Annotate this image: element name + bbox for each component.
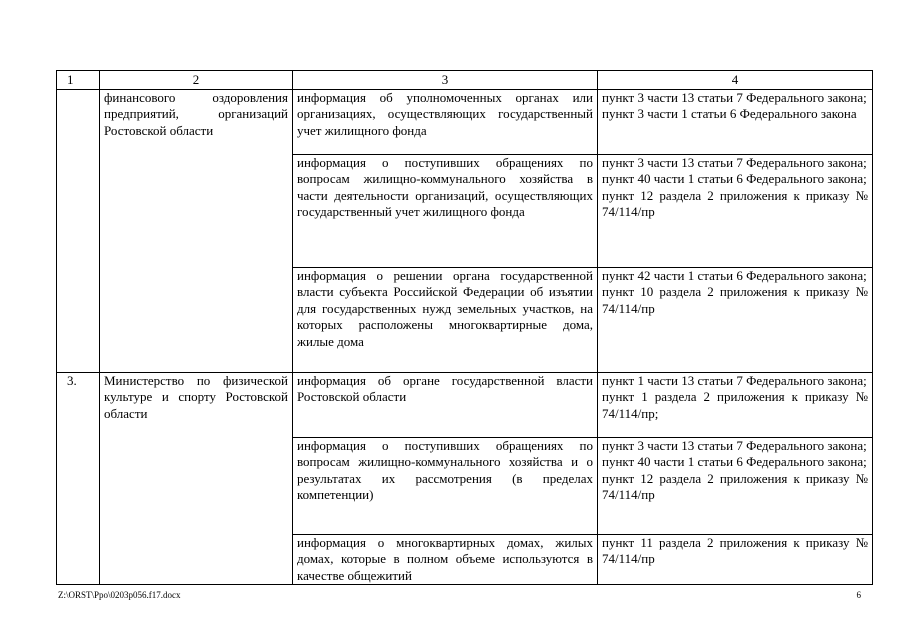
page-number: 6 [856,590,861,600]
data-table [56,70,873,585]
info-cell: информация о решении органа государственной власти субъекта Российской Федерации об изъятии для государственных нужд земельных участков, на которых расположены многоквартирные дома, жилые дома [293,268,598,373]
table-header-row [57,71,873,90]
info-cell: информация об уполномоченных органах или организациях, осуществляющих государственный учет жилищного фонда [293,90,598,155]
basis-item: пункт 3 части 1 статьи 6 Федерального закона [602,106,857,122]
info-cell: информация о поступивших обращениях по вопросам жилищно-коммунального хозяйства в части деятельности организаций, осуществляющих государственный учет жилищного фонда [293,155,598,268]
basis-cell [598,155,873,268]
organization-cell: финансового оздоровления предприятий, организаций Ростовской области [100,90,293,373]
basis-item: пункт 11 раздела 2 приложения к приказу № 74/114/пр [602,535,868,567]
info-cell: информация о поступивших обращениях по вопросам жилищно-коммунального хозяйства и о результатах их рассмотрения (в пределах компетенции) [293,438,598,535]
basis-item: пункт 1 раздела 2 приложения к приказу № 74/114/пр; [602,389,868,421]
basis-item: пункт 3 части 13 статьи 7 Федерального закона; [602,438,867,453]
column-header: 1 [57,71,100,90]
basis-item: пункт 3 части 13 статьи 7 Федерального закона; [602,90,867,105]
basis-item: пункт 40 части 1 статьи 6 Федерального закона; [602,171,867,187]
basis-cell [598,535,873,585]
info-cell: информация о многоквартирных домах, жилых домах, которые в полном объеме используются в качестве общежитий [293,535,598,585]
basis-item: пункт 3 части 13 статьи 7 Федерального закона; [602,155,867,170]
organization-cell: Министерство по физической культуре и спорту Ростовской области [100,373,293,585]
row-number [57,90,100,373]
basis-item: пункт 42 части 1 статьи 6 Федерального закона; [602,268,867,283]
basis-item: пункт 12 раздела 2 приложения к приказу № 74/114/пр [602,187,868,220]
table-row [57,373,873,438]
basis-item: пункт 40 части 1 статьи 6 Федерального закона; [602,454,867,470]
column-header: 3 [293,71,598,90]
basis-item: пункт 1 части 13 статьи 7 Федерального закона; [602,373,867,388]
file-path: Z:\ORST\Ppo\0203p056.f17.docx [58,590,181,600]
column-header: 4 [598,71,873,90]
row-number: 3. [57,373,100,585]
basis-cell [598,90,873,155]
basis-item: пункт 10 раздела 2 приложения к приказу № 74/114/пр [602,284,868,316]
column-header: 2 [100,71,293,90]
basis-cell [598,438,873,535]
basis-item: пункт 12 раздела 2 приложения к приказу № 74/114/пр [602,470,868,503]
basis-cell [598,373,873,438]
basis-cell [598,268,873,373]
table-row [57,90,873,155]
info-cell: информация об органе государственной власти Ростовской области [293,373,598,438]
